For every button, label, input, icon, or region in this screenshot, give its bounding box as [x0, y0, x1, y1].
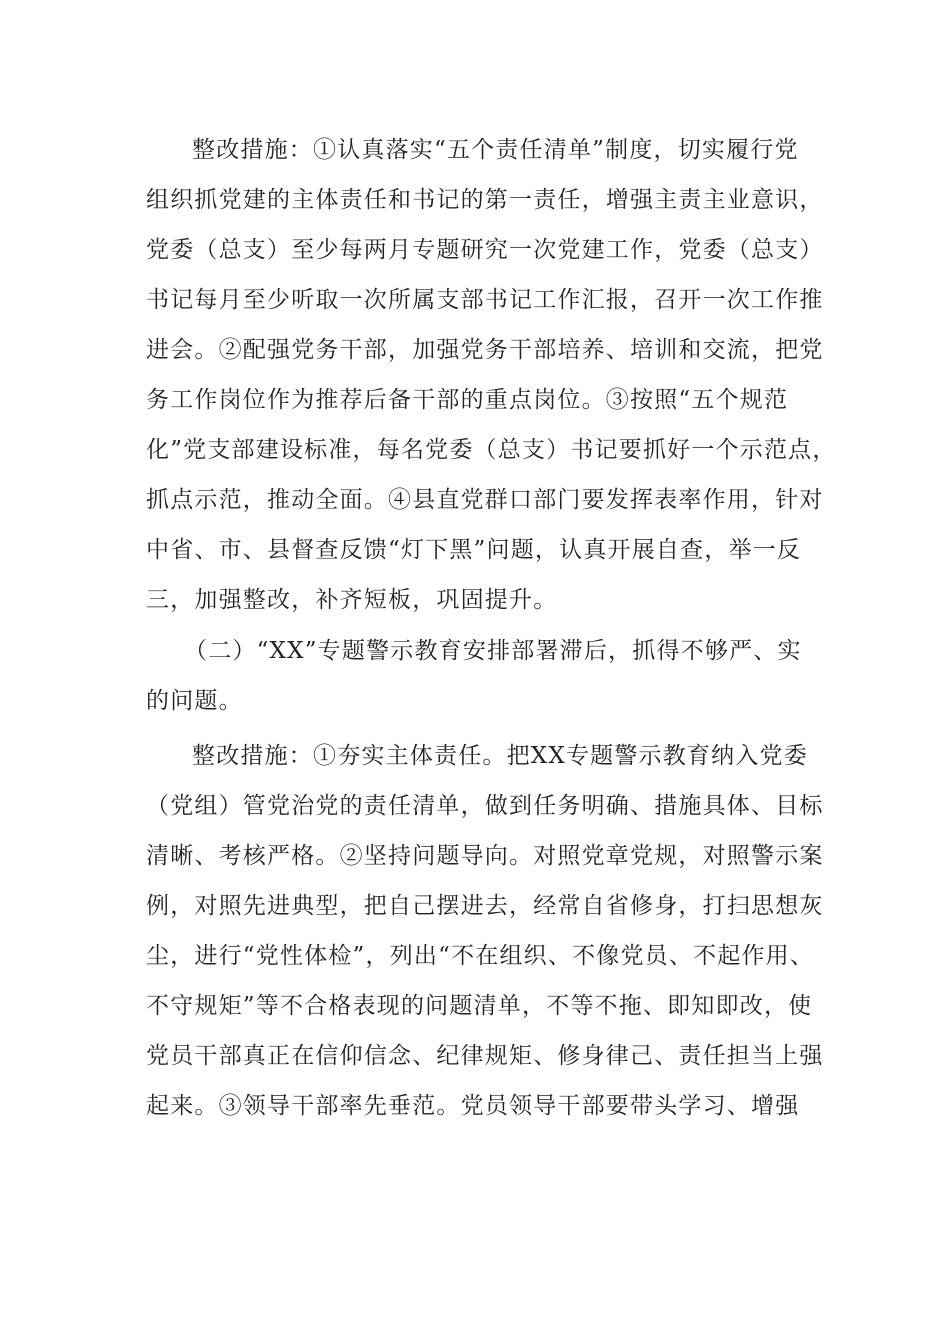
- paragraph-line: 党员干部真正在信仰信念、纪律规矩、修身律己、责任担当上强: [146, 1043, 824, 1069]
- paragraph-line: 中省、市、县督查反馈“灯下黑”问题，认真开展自查，举一反: [146, 537, 802, 563]
- paragraph-line: 三，加强整改，补齐短板，巩固提升。: [146, 587, 558, 613]
- paragraph-line: 组织抓党建的主体责任和书记的第一责任，增强主责主业意识，: [146, 187, 824, 213]
- paragraph-rectification-measures-2: [146, 731, 824, 1131]
- paragraph-line: 书记每月至少听取一次所属支部书记工作汇报，召开一次工作推: [146, 287, 824, 313]
- paragraph-line: 整改措施：①夯实主体责任。把XX专题警示教育纳入党委: [192, 743, 808, 769]
- heading-line: （二）“XX”专题警示教育安排部署滞后，抓得不够严、实: [184, 638, 802, 664]
- paragraph-line: 进会。②配强党务干部，加强党务干部培养、培训和交流，把党: [146, 337, 824, 363]
- paragraph-line: 党委（总支）至少每两月专题研究一次党建工作，党委（总支）: [146, 237, 824, 263]
- paragraph-line: 抓点示范，推动全面。④县直党群口部门要发挥表率作用，针对: [146, 487, 824, 513]
- paragraph-line: 化”党支部建设标准，每名党委（总支）书记要抓好一个示范点，: [146, 437, 837, 463]
- paragraph-line: 务工作岗位作为推荐后备干部的重点岗位。③按照“五个规范: [146, 387, 789, 413]
- paragraph-line: 不守规矩”等不合格表现的问题清单，不等不拖、即知即改，使: [146, 993, 813, 1019]
- paragraph-line: 例，对照先进典型，把自己摆进去，经常自省修身，打扫思想灰: [146, 893, 824, 919]
- paragraph-rectification-measures-1: [146, 125, 837, 625]
- paragraph-line: 清晰、考核严格。②坚持问题导向。对照党章党规，对照警示案: [146, 843, 824, 869]
- heading-line: 的问题。: [146, 688, 243, 714]
- paragraph-line: 起来。③领导干部率先垂范。党员领导干部要带头学习、增强: [146, 1093, 800, 1119]
- section-heading-problem-2: [146, 626, 814, 726]
- paragraph-line: （党组）管党治党的责任清单，做到任务明确、措施具体、目标: [146, 793, 824, 819]
- paragraph-line: 整改措施：①认真落实“五个责任清单”制度，切实履行党: [192, 137, 799, 163]
- paragraph-line: 尘，进行“党性体检”，列出“不在组织、不像党员、不起作用、: [146, 943, 815, 969]
